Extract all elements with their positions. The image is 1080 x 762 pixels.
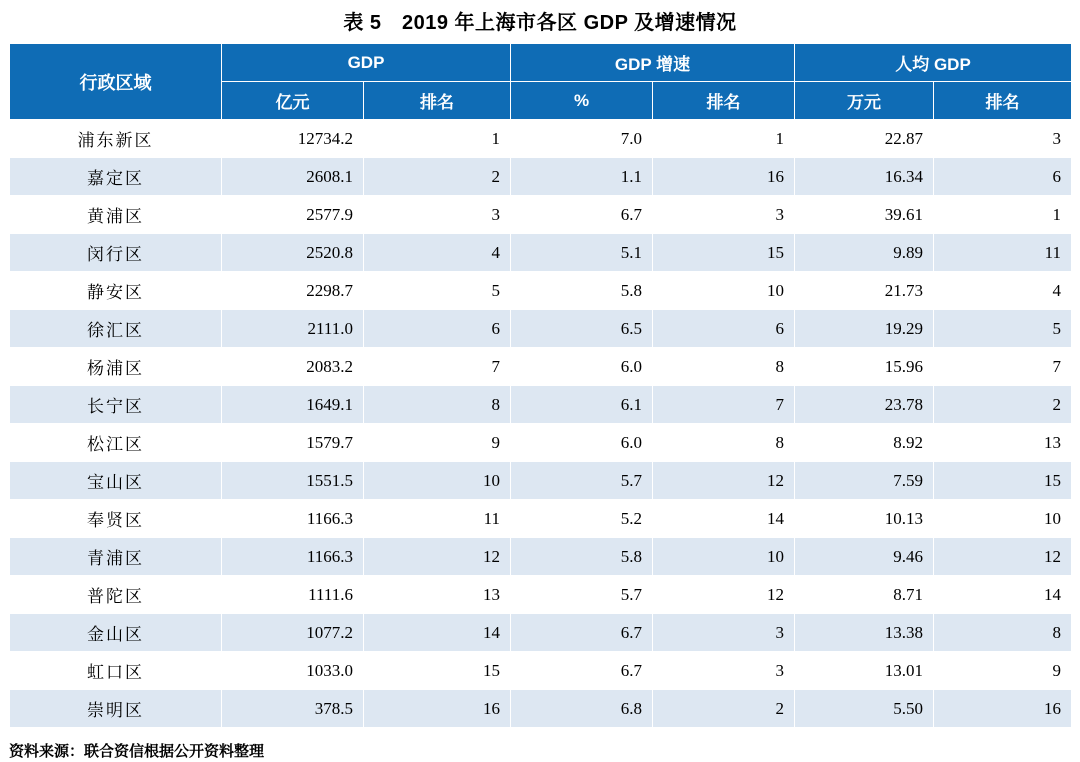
cell-region: 松江区 xyxy=(10,424,222,462)
cell-growth: 6.5 xyxy=(511,310,653,348)
cell-growth-rank: 14 xyxy=(653,500,795,538)
cell-per-capita-rank: 6 xyxy=(934,158,1072,196)
cell-growth: 6.7 xyxy=(511,196,653,234)
cell-per-capita: 9.46 xyxy=(795,538,934,576)
cell-per-capita-rank: 14 xyxy=(934,576,1072,614)
cell-region: 宝山区 xyxy=(10,462,222,500)
table-row xyxy=(10,424,1072,462)
cell-growth: 1.1 xyxy=(511,158,653,196)
column-header-gdp-rank: 排名 xyxy=(364,82,511,120)
cell-region: 长宁区 xyxy=(10,386,222,424)
cell-growth-rank: 3 xyxy=(653,196,795,234)
cell-per-capita-rank: 10 xyxy=(934,500,1072,538)
cell-per-capita-rank: 3 xyxy=(934,120,1072,158)
cell-growth: 6.7 xyxy=(511,614,653,652)
cell-per-capita-rank: 9 xyxy=(934,652,1072,690)
cell-growth-rank: 3 xyxy=(653,652,795,690)
cell-gdp-rank: 5 xyxy=(364,272,511,310)
cell-gdp-rank: 14 xyxy=(364,614,511,652)
table-row xyxy=(10,348,1072,386)
table-row xyxy=(10,386,1072,424)
cell-gdp: 12734.2 xyxy=(222,120,364,158)
cell-growth-rank: 3 xyxy=(653,614,795,652)
cell-gdp-rank: 16 xyxy=(364,690,511,728)
cell-per-capita-rank: 8 xyxy=(934,614,1072,652)
cell-growth-rank: 1 xyxy=(653,120,795,158)
cell-growth: 5.1 xyxy=(511,234,653,272)
cell-gdp: 2520.8 xyxy=(222,234,364,272)
cell-growth-rank: 8 xyxy=(653,424,795,462)
table-row xyxy=(10,500,1072,538)
cell-growth-rank: 12 xyxy=(653,576,795,614)
cell-per-capita: 9.89 xyxy=(795,234,934,272)
cell-per-capita: 13.01 xyxy=(795,652,934,690)
table-row xyxy=(10,576,1072,614)
cell-per-capita: 13.38 xyxy=(795,614,934,652)
cell-per-capita-rank: 2 xyxy=(934,386,1072,424)
cell-gdp-rank: 2 xyxy=(364,158,511,196)
cell-growth-rank: 7 xyxy=(653,386,795,424)
cell-per-capita-rank: 7 xyxy=(934,348,1072,386)
cell-growth-rank: 16 xyxy=(653,158,795,196)
cell-gdp: 2111.0 xyxy=(222,310,364,348)
column-header-per-capita-rank: 排名 xyxy=(934,82,1072,120)
table-row xyxy=(10,310,1072,348)
table-row xyxy=(10,690,1072,728)
cell-gdp: 2577.9 xyxy=(222,196,364,234)
cell-growth: 5.7 xyxy=(511,576,653,614)
table-row xyxy=(10,196,1072,234)
cell-growth: 6.1 xyxy=(511,386,653,424)
cell-growth: 6.0 xyxy=(511,348,653,386)
cell-per-capita: 22.87 xyxy=(795,120,934,158)
cell-gdp-rank: 4 xyxy=(364,234,511,272)
cell-gdp: 2608.1 xyxy=(222,158,364,196)
cell-per-capita: 23.78 xyxy=(795,386,934,424)
table-row xyxy=(10,538,1072,576)
cell-growth: 5.7 xyxy=(511,462,653,500)
column-header-region: 行政区域 xyxy=(10,44,222,120)
table-row xyxy=(10,462,1072,500)
cell-growth: 6.8 xyxy=(511,690,653,728)
cell-growth-rank: 8 xyxy=(653,348,795,386)
cell-gdp: 1166.3 xyxy=(222,500,364,538)
cell-gdp-rank: 7 xyxy=(364,348,511,386)
column-group-header-gdp: GDP xyxy=(222,44,511,82)
cell-growth-rank: 12 xyxy=(653,462,795,500)
cell-gdp-rank: 1 xyxy=(364,120,511,158)
cell-per-capita: 15.96 xyxy=(795,348,934,386)
table-row xyxy=(10,234,1072,272)
cell-per-capita: 16.34 xyxy=(795,158,934,196)
cell-gdp: 1579.7 xyxy=(222,424,364,462)
cell-per-capita: 7.59 xyxy=(795,462,934,500)
table-title: 表 5 2019 年上海市各区 GDP 及增速情况 xyxy=(343,12,737,34)
cell-gdp-rank: 8 xyxy=(364,386,511,424)
cell-per-capita: 21.73 xyxy=(795,272,934,310)
table-row xyxy=(10,614,1072,652)
cell-per-capita-rank: 12 xyxy=(934,538,1072,576)
cell-growth: 5.8 xyxy=(511,272,653,310)
cell-gdp: 1033.0 xyxy=(222,652,364,690)
cell-gdp: 1649.1 xyxy=(222,386,364,424)
cell-gdp-rank: 10 xyxy=(364,462,511,500)
table-header-group-row xyxy=(10,44,1072,82)
cell-gdp-rank: 11 xyxy=(364,500,511,538)
cell-growth: 6.7 xyxy=(511,652,653,690)
cell-gdp-rank: 9 xyxy=(364,424,511,462)
cell-region: 奉贤区 xyxy=(10,500,222,538)
cell-region: 金山区 xyxy=(10,614,222,652)
cell-growth-rank: 10 xyxy=(653,272,795,310)
cell-per-capita-rank: 4 xyxy=(934,272,1072,310)
cell-per-capita: 19.29 xyxy=(795,310,934,348)
table-source-note: 资料来源：联合资信根据公开资料整理 xyxy=(9,743,265,760)
cell-growth: 5.8 xyxy=(511,538,653,576)
cell-per-capita: 10.13 xyxy=(795,500,934,538)
gdp-table xyxy=(9,43,1072,728)
cell-gdp-rank: 3 xyxy=(364,196,511,234)
column-header-gdp-unit: 亿元 xyxy=(222,82,364,120)
cell-region: 嘉定区 xyxy=(10,158,222,196)
cell-per-capita-rank: 15 xyxy=(934,462,1072,500)
table-row xyxy=(10,158,1072,196)
table-head xyxy=(10,44,1072,120)
cell-per-capita-rank: 13 xyxy=(934,424,1072,462)
cell-gdp: 2083.2 xyxy=(222,348,364,386)
cell-per-capita-rank: 5 xyxy=(934,310,1072,348)
cell-gdp-rank: 12 xyxy=(364,538,511,576)
cell-per-capita-rank: 16 xyxy=(934,690,1072,728)
table-row xyxy=(10,120,1072,158)
cell-gdp: 2298.7 xyxy=(222,272,364,310)
cell-region: 青浦区 xyxy=(10,538,222,576)
cell-growth-rank: 15 xyxy=(653,234,795,272)
column-header-per-capita-unit: 万元 xyxy=(795,82,934,120)
cell-gdp-rank: 6 xyxy=(364,310,511,348)
cell-region: 浦东新区 xyxy=(10,120,222,158)
cell-growth: 6.0 xyxy=(511,424,653,462)
cell-growth-rank: 6 xyxy=(653,310,795,348)
cell-growth-rank: 2 xyxy=(653,690,795,728)
cell-region: 虹口区 xyxy=(10,652,222,690)
column-header-growth-percent: % xyxy=(511,82,653,120)
cell-per-capita: 39.61 xyxy=(795,196,934,234)
cell-region: 闵行区 xyxy=(10,234,222,272)
cell-region: 杨浦区 xyxy=(10,348,222,386)
cell-gdp-rank: 13 xyxy=(364,576,511,614)
cell-growth-rank: 10 xyxy=(653,538,795,576)
cell-gdp: 1111.6 xyxy=(222,576,364,614)
cell-gdp: 378.5 xyxy=(222,690,364,728)
cell-per-capita-rank: 11 xyxy=(934,234,1072,272)
cell-per-capita: 5.50 xyxy=(795,690,934,728)
cell-gdp: 1077.2 xyxy=(222,614,364,652)
cell-gdp-rank: 15 xyxy=(364,652,511,690)
cell-gdp: 1551.5 xyxy=(222,462,364,500)
cell-growth: 7.0 xyxy=(511,120,653,158)
table-row xyxy=(10,272,1072,310)
column-header-growth-rank: 排名 xyxy=(653,82,795,120)
cell-gdp: 1166.3 xyxy=(222,538,364,576)
cell-region: 徐汇区 xyxy=(10,310,222,348)
column-group-header-per-capita-gdp: 人均 GDP xyxy=(795,44,1072,82)
cell-region: 普陀区 xyxy=(10,576,222,614)
cell-per-capita-rank: 1 xyxy=(934,196,1072,234)
cell-region: 崇明区 xyxy=(10,690,222,728)
cell-region: 黄浦区 xyxy=(10,196,222,234)
cell-region: 静安区 xyxy=(10,272,222,310)
table-body xyxy=(10,120,1072,728)
column-group-header-gdp-growth: GDP 增速 xyxy=(511,44,795,82)
table-row xyxy=(10,652,1072,690)
cell-growth: 5.2 xyxy=(511,500,653,538)
cell-per-capita: 8.92 xyxy=(795,424,934,462)
cell-per-capita: 8.71 xyxy=(795,576,934,614)
